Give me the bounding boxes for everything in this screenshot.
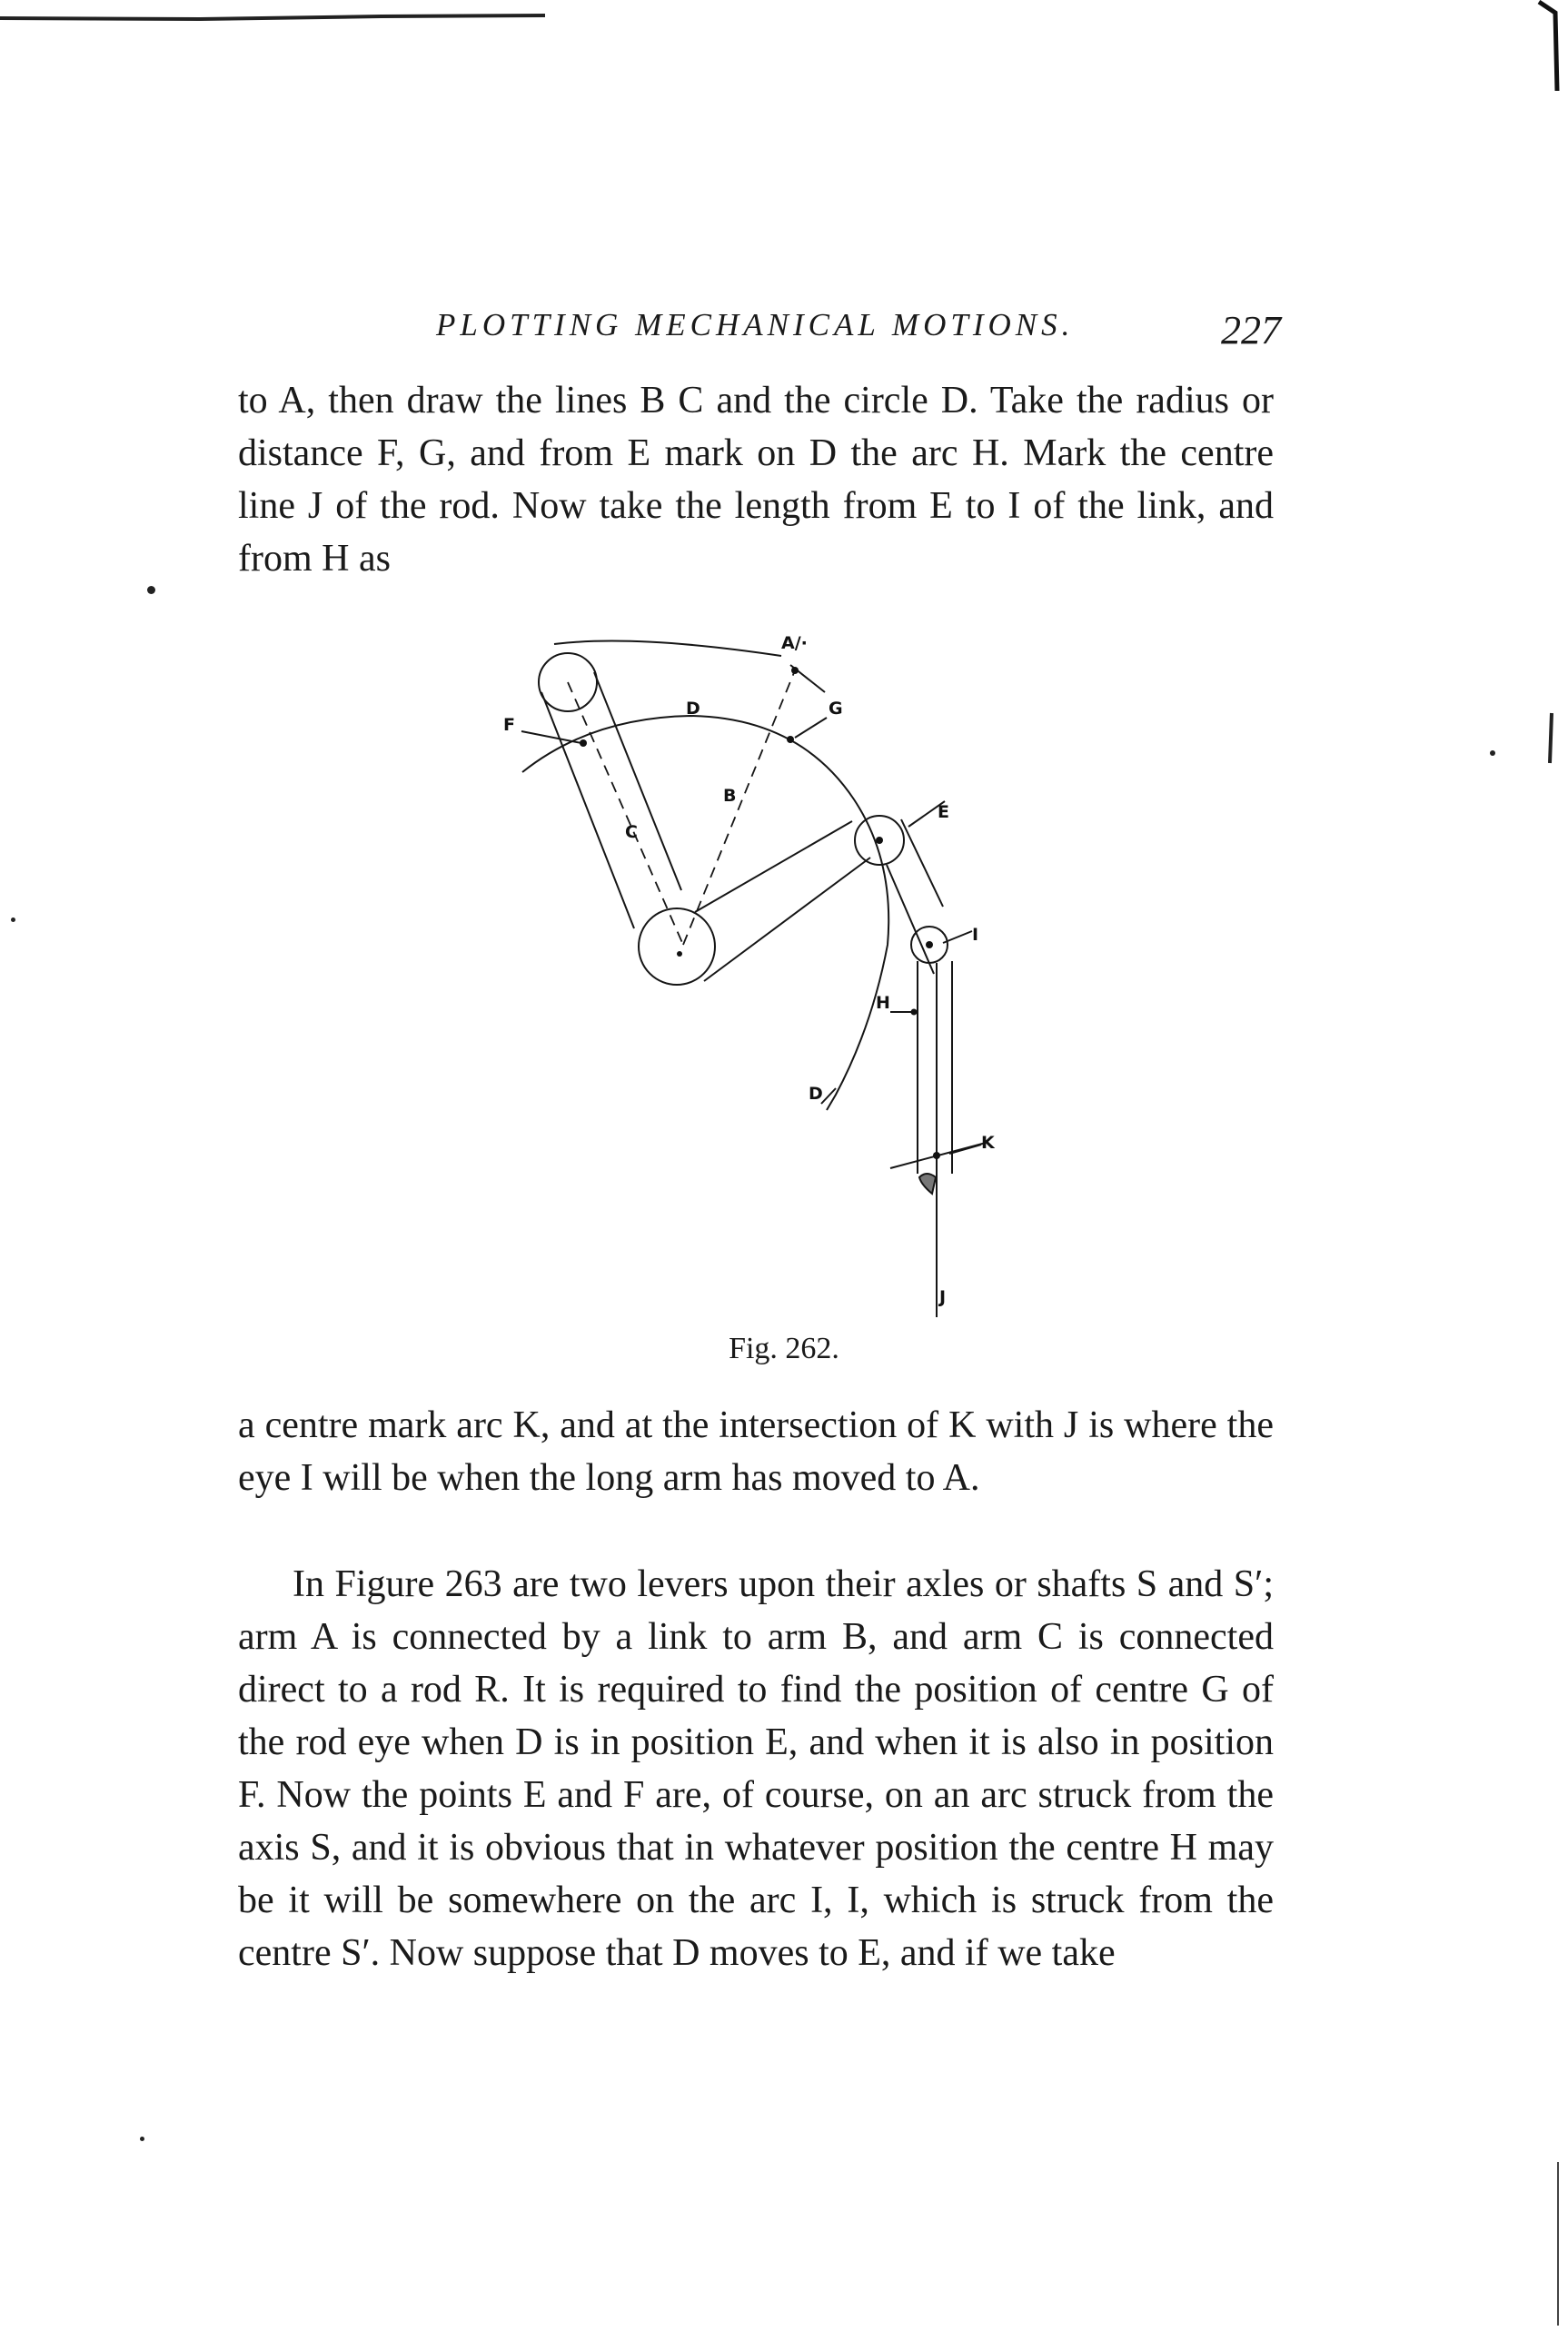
scan-speck (11, 918, 15, 922)
scan-rule-top (0, 13, 545, 22)
figure-caption: Fig. 262. (729, 1332, 839, 1365)
arc-d (522, 716, 888, 1110)
short-arm-edge-top (695, 821, 852, 912)
leader-f (521, 731, 581, 743)
label-d-bottom: D (809, 1084, 823, 1104)
hub-centre (677, 951, 682, 957)
label-a: A/· (781, 633, 808, 653)
label-h: H (876, 993, 890, 1013)
label-c: C (625, 822, 638, 842)
page-number: 227 (1221, 308, 1281, 352)
scan-speck (140, 2137, 144, 2141)
point-g (787, 736, 794, 743)
label-k: K (981, 1133, 995, 1153)
leader-k (949, 1145, 981, 1154)
mechanism-diagram (491, 627, 1036, 1326)
paragraph-2: a centre mark arc K, and at the intersection of K with J is where the eye I will be when the long arm has moved to A. (238, 1404, 1274, 1499)
point-h (911, 1009, 918, 1016)
label-i: I (972, 925, 979, 945)
scan-edge-mark-middle-right (1544, 709, 1568, 772)
leader-g (795, 718, 827, 738)
point-k (933, 1152, 940, 1159)
scan-speck (1490, 750, 1495, 756)
long-arm-edge-left (541, 692, 634, 928)
scan-speck (147, 586, 155, 594)
paragraph-3: In Figure 263 are two levers upon their axles or shafts S and S′; arm A is connected by a link to arm B, and arm C is connected direct to a rod R. It is required to find the position of centre G of the rod eye when D is in position E, and when it is also in position F. Now the points E and F are, of course, on an arc struck from the axis S, and it is obvious that in whatever position the centre H may be it will be somewhere on the arc I, I, which is struck from the centre S′. Now suppose that D moves to E, and if we take (238, 1563, 1274, 1974)
label-j: J (939, 1287, 947, 1307)
leader-i (943, 931, 972, 943)
short-arm-edge-bottom (704, 858, 870, 981)
point-e (876, 837, 883, 844)
hub-circle (639, 908, 715, 985)
label-e: E (938, 802, 949, 822)
scan-edge-mark-top-right (1535, 0, 1568, 100)
page-header (436, 307, 1281, 362)
paragraph-1: to A, then draw the lines B C and the circle D. Take the radius or distance F, G, and from E mark on D the arc H. Mark the centre line J of the rod. Now take the length from E to I of the link, and from H as (238, 380, 1274, 580)
link-edge-left (887, 865, 934, 974)
arc-a (554, 641, 781, 656)
running-title: PLOTTING MECHANICAL MOTIONS. (436, 307, 1075, 342)
point-i (926, 941, 933, 948)
label-b: B (723, 786, 737, 806)
point-f (580, 739, 587, 747)
label-f: F (503, 715, 515, 735)
leader-d-bottom (821, 1088, 836, 1104)
label-d-top: D (686, 699, 700, 719)
rod-end (919, 1174, 936, 1194)
link-edge-right (901, 819, 943, 907)
point-a (791, 667, 799, 674)
scan-edge-mark-bottom-right (1549, 2162, 1568, 2331)
label-g: G (829, 699, 843, 719)
figure-262 (491, 627, 1036, 1326)
